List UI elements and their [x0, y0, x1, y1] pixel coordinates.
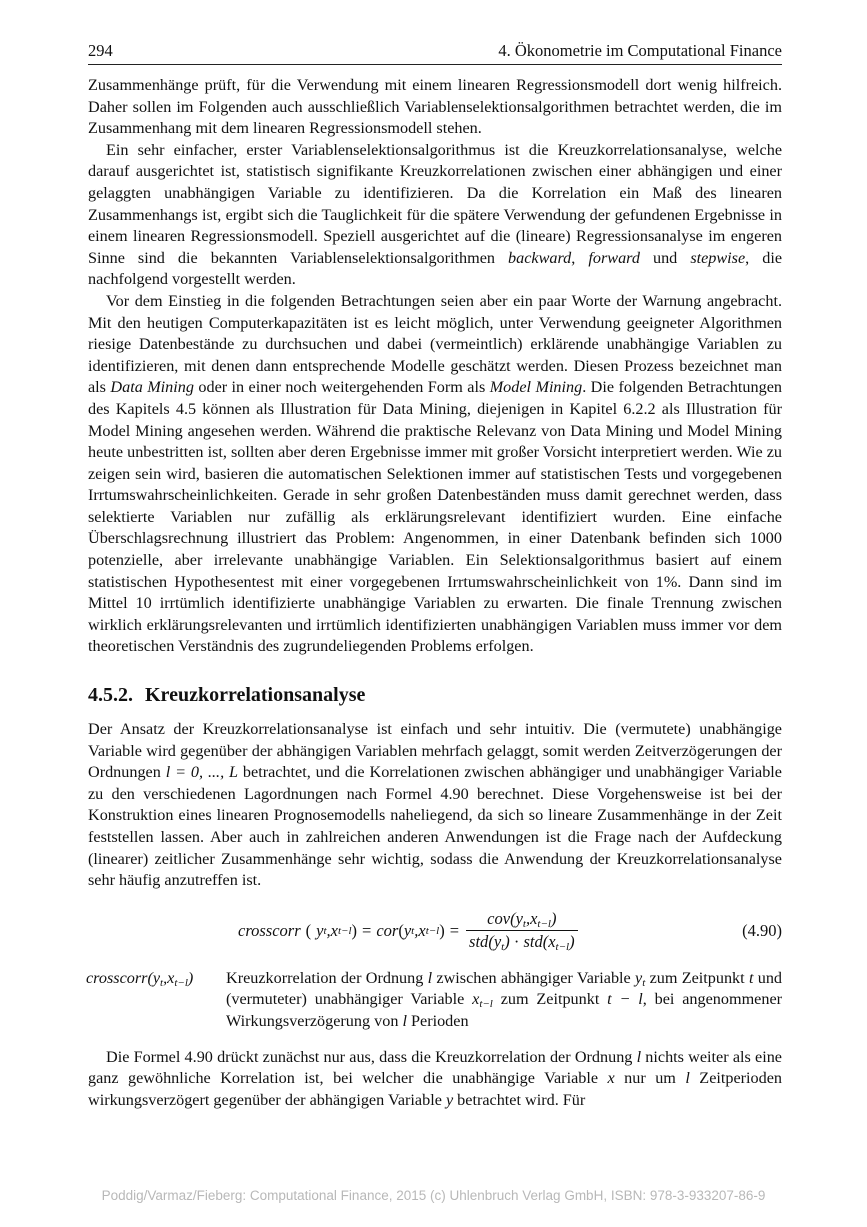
text-run: . Die folgenden Betrachtungen des Kapitels 4.5 können als Illustration für Data Mining, diejenigen in Kapitel 6.2.2 als Illustration für Model Mining angesehen werden. Während die praktische Relevanz von Data Mining und Model Mining heute unbestritten ist, sollten aber deren Ergebnisse immer mit großer Vorsicht interpretiert werden. Wie zu zeigen sein wird, basieren die automatischen Selektionen immer auf statistischen Tests und vorgegebenen Irrtumswahrscheinlichkeiten. Gerade in sehr großen Datenbeständen muss damit gerechnet werden, dass selektierte Variablen nur zufällig als erklärungsrelevant identifiziert wurden. Eine einfache Überschlagsrechnung illustriert das Problem: Angenommen, in einer Datenbank befinden sich 1000 potenzielle, aber irrelevante unabhängige Variablen. Ein Selektionsalgorithmus basiert auf einem statistischen Hypothesentest mit einer vorgegebenen Irrtumswahrscheinlichkeit von 1%. Dann sind im Mittel 10 irrtümlich identifizierte unabhängige Variablen zu erwarten. Die finale Trennung zwischen wirklich erklärungsrelevanten und irrtümlich identifizierten unabhängigen Variablen muss immer vor dem theoretischen Verständnis des zugrundeliegenden Problems erfolgen.: [88, 378, 783, 656]
paragraph-1: Zusammenhänge prüft, für die Verwendung mit einem linearen Regressionsmodell dort wenig hilfreich. Daher sollen im Folgenden auch ausschließlich Variablenselektionsalgorithmen betrachtet werden, die im Zusammenhang mit dem linearen Regressionsmodell stehen.: [88, 76, 782, 138]
equation-label: (4.90): [742, 920, 782, 940]
section-title: Kreuzkorrelationsanalyse: [145, 684, 366, 707]
var-l: l: [685, 1069, 690, 1088]
text-run: zum Zeitpunkt: [492, 990, 608, 1009]
sub: t: [501, 941, 505, 954]
text-run: und (vermuteter) unabhängiger Variable: [226, 968, 782, 1009]
text-run: nur um: [614, 1069, 686, 1088]
equals-sign: =: [362, 920, 372, 940]
section-heading: [88, 683, 782, 707]
term-backward: backward: [508, 248, 572, 267]
text-run: , die nachfolgend vorgestellt werden.: [88, 248, 783, 289]
sub: t: [642, 976, 646, 989]
sub: t−l: [555, 941, 570, 954]
text-run: zum Zeitpunkt: [645, 968, 749, 987]
book-page: [88, 40, 782, 1111]
fraction: [466, 908, 578, 953]
copyright-footer: Poddig/Varmaz/Fieberg: Computational Finance, 2015 (c) Uhlenbruch Verlag GmbH, ISBN: 978-3-933207-86-9: [101, 1188, 766, 1203]
text-run: Perioden: [406, 1011, 469, 1030]
equation-body: crosscorr ( y t , x t−l ) = cor ( y t , x t−l ) = $\frac{cov(y_t,x_{t-l})}{std(y_t) \cdot std(x_{t-l})}$: [238, 904, 578, 958]
term-data-mining: Data Mining: [110, 378, 194, 397]
text-run: oder in einer noch weitergehenden Form als: [193, 378, 490, 397]
var-y: y: [445, 1090, 454, 1109]
text-run: Zeitperioden wirkungsverzögert gegenüber der abhängigen Variable: [88, 1069, 783, 1109]
var-l: l: [636, 1047, 642, 1066]
term-stepwise: stepwise: [690, 248, 746, 267]
legend-description: [226, 968, 782, 1033]
sub: t−l: [479, 998, 493, 1011]
term-forward: forward: [588, 248, 640, 267]
var-x: x: [530, 909, 538, 929]
var-y: y: [316, 920, 324, 940]
var-l: l: [427, 968, 433, 987]
section-number: 4.5.2.: [88, 684, 133, 707]
text-run: betrachtet, und die Korrelationen zwischen abhängiger und unabhängiger Variable zu den verschiedenen Lagordnungen nach Formel 4.90 berechnet. Diese Vorgehensweise ist bei der Konstruktion eines linearen Prognosemodells naheliegend, da sich so lineare Zusammenhänge in der Zeit feststellen lassen. Aber auch in zahlreichen anderen Anwendungen ist die Frage nach der Aufdeckung (linearer) zeitlicher Zusammenhänge sehr wichtig, sodass die Anwendung der Kreuzkorrelationsanalyse sehr häufig anzutreffen ist.: [88, 763, 782, 890]
var-y: y: [635, 968, 643, 987]
equals-sign: =: [449, 920, 460, 940]
symbol-legend: [88, 968, 782, 1033]
sub: t: [522, 918, 526, 931]
var-y: y: [152, 968, 161, 987]
var-y: y: [515, 909, 523, 929]
text-run: , bei angenommener Wirkungsverzögerung von: [226, 990, 783, 1030]
var-t: t: [748, 968, 754, 987]
sub: t: [160, 976, 164, 989]
fn-crosscorr: crosscorr: [86, 968, 148, 987]
paragraph-2: [88, 140, 782, 291]
fn-cor: cor: [376, 920, 399, 940]
equation-4-90: [88, 904, 782, 958]
text-run: ,: [571, 248, 589, 267]
text-run: Ein sehr einfacher, erster Variablenselektionsalgorithmus ist die Kreuzkorrelationsanalyse, welche darauf ausgerichtet ist, statistisch signifikante Kreuzkorrelationen zwischen einer abhängigen und einer gelaggten unabhängigen Variable zu identifizieren. Da die Korrelation ein Maß des linearen Zusammenhangs ist, ergibt sich die Tauglichkeit für die spätere Verwendung der gefundenen Ergebnisse in einem linearen Regressionsmodell. Speziell ausgerichtet auf die (lineare) Regressionsanalyse im engeren Sinne sind die bekannten Variablenselektionsalgorithmen: [88, 140, 782, 267]
text-run: nichts weiter als eine ganz gewöhnliche Korrelation ist, bei welcher die unabhängige Variable: [88, 1047, 782, 1088]
var-y: y: [403, 920, 412, 940]
var-x: x: [330, 920, 338, 940]
text-run: betrachtet wird. Für: [453, 1090, 586, 1109]
running-header: [88, 40, 782, 65]
dot-operator: ·: [513, 932, 520, 952]
final-paragraph: [88, 1047, 782, 1112]
fn-std: std: [523, 932, 543, 952]
var-t-minus-l: t − l: [607, 990, 643, 1009]
section-paragraph: [88, 719, 782, 892]
var-l: l: [402, 1011, 407, 1030]
term-model-mining: Model Mining: [489, 378, 583, 397]
var-y: y: [493, 932, 502, 952]
fn-crosscorr: crosscorr: [238, 920, 301, 940]
legend-symbol: $crosscorr(y_t,x_{t-l})$: [86, 968, 194, 989]
text-run: und: [639, 248, 691, 267]
body-text: [88, 75, 782, 1111]
sub: t−l: [537, 918, 551, 931]
var-x: x: [548, 932, 556, 952]
var-x: x: [472, 990, 480, 1009]
text-run: Kreuzkorrelation der Ordnung: [226, 968, 428, 987]
sub: t−l: [174, 976, 188, 989]
text-run: Der Ansatz der Kreuzkorrelationsanalyse ist einfach und sehr intuitiv. Die (vermutete) unabhängige Variable wird gegenüber der abhängigen Variablen mehrfach gelaggt, somit werden Zeitverzögerungen der Ordnungen: [88, 720, 782, 782]
text-run: Die Formel 4.90 drückt zunächst nur aus, dass die Kreuzkorrelation der Ordnung: [106, 1047, 637, 1066]
fn-cov: cov: [487, 909, 511, 929]
page-number: 294: [88, 41, 113, 60]
var-x: x: [167, 968, 175, 987]
var-x: x: [607, 1069, 615, 1088]
inline-math: l = 0, ..., L: [165, 763, 239, 782]
text-run: zwischen abhängiger Variable: [432, 968, 636, 987]
text-run: Vor dem Einstieg in die folgenden Betrachtungen seien aber ein paar Worte der Warnung angebracht. Mit den heutigen Computerkapazitäten ist es leicht möglich, unter Verwendung geeigneter Algorithmen riesige Datenbestände zu durchsuchen und dabei (vermeintlich) erklärende unabhängige Variablen zu identifizieren, mit denen dann entsprechende Modelle geschätzt werden. Diesen Prozess bezeichnet man als: [88, 291, 782, 397]
numerator: $cov(y_t,x_{t-l})$: [487, 909, 557, 931]
var-x: x: [418, 920, 426, 940]
paragraph-3: [88, 291, 782, 658]
fn-std: std: [469, 932, 489, 952]
denominator: $std(y_t) \cdot std(x_{t-l})$: [469, 932, 575, 954]
chapter-title: 4. Ökonometrie im Computational Finance: [498, 41, 782, 60]
